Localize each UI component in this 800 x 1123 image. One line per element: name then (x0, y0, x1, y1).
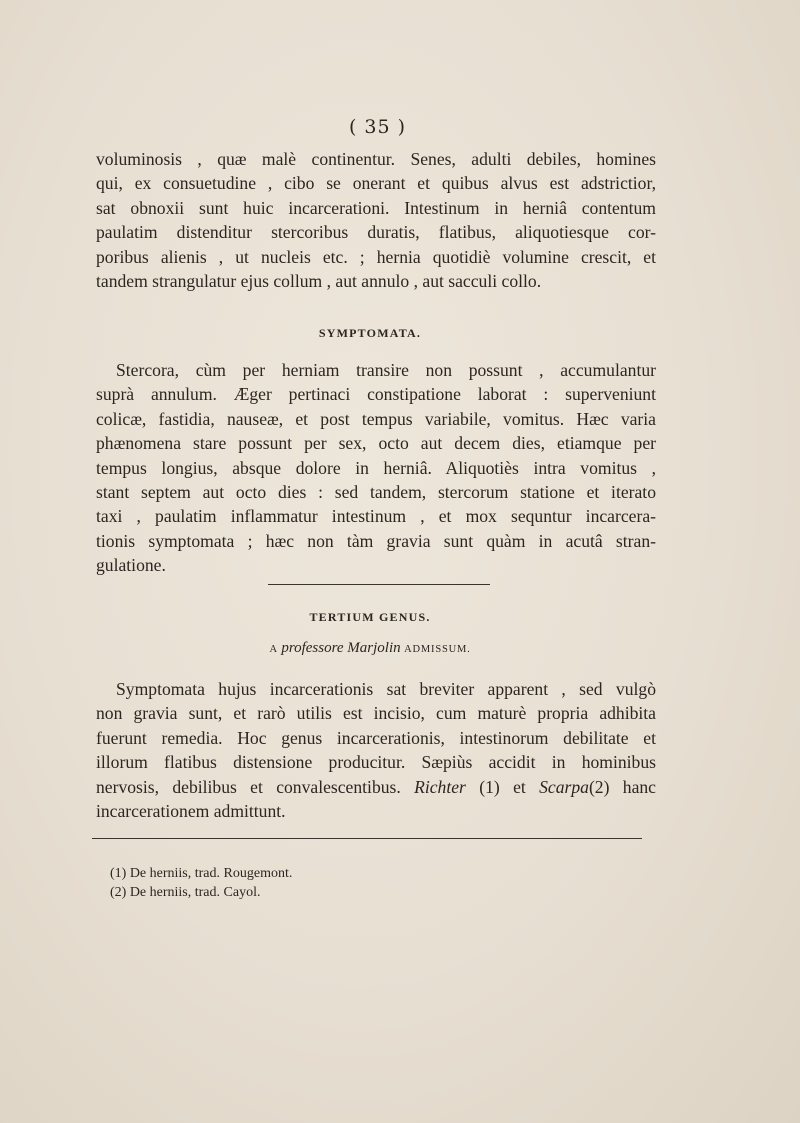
paragraph-line: paulatim distenditur stercoribus duratis, flatibus, aliquotiesque cor- (96, 222, 656, 243)
subheading-suffix: ADMISSUM. (404, 644, 471, 655)
paragraph-line: stant septem aut octo dies : sed tandem, stercorum statione et iterato (96, 482, 656, 503)
paragraph-line: phænomena stare possunt per sex, octo aut decem dies, etiamque per (96, 433, 656, 454)
paragraph-line: gulatione. (96, 555, 166, 576)
footnote-divider (92, 838, 642, 839)
section-heading-symptomata: SYMPTOMATA. (318, 326, 422, 340)
paragraph-1 (96, 147, 656, 293)
page-number: ( 35 ) (348, 116, 407, 138)
section-divider (268, 584, 490, 585)
paragraph-line: illorum flatibus distensione producitur. Sæpiùs accidit in hominibus (96, 752, 656, 773)
paragraph-line: qui, ex consuetudine , cibo se onerant et quibus alvus est adstrictior, (96, 173, 656, 194)
paragraph-line: non gravia sunt, et rarò utilis est incisio, cum maturè propria adhibita (96, 703, 656, 724)
footnote-1: (1) De herniis, trad. Rougemont. (110, 866, 293, 881)
subheading-name: professore Marjolin (281, 640, 401, 656)
paragraph-line: tionis symptomata ; hæc non tàm gravia sunt quàm in acutâ stran- (96, 530, 656, 551)
paragraph-line: taxi , paulatim inflammatur intestinum , et mox sequntur incarcera- (96, 506, 656, 527)
paragraph-line: incarcerationem admittunt. (96, 801, 286, 822)
subheading-prefix: A (269, 644, 278, 655)
paragraph-line: suprà annulum. Æger pertinaci constipatione laborat : superveniunt (96, 384, 656, 405)
paragraph-line: fuerunt remedia. Hoc genus incarcerationis, intestinorum debilitate et (96, 727, 656, 748)
footnotes (110, 864, 510, 902)
paragraph-line: sat obnoxii sunt huic incarcerationi. Intestinum in herniâ contentum (96, 197, 656, 218)
paragraph-line: Symptomata hujus incarcerationis sat breviter apparent , sed vulgò (116, 679, 656, 699)
paragraph-line: poribus alienis , ut nucleis etc. ; hernia quotidiè volumine crescit, et (96, 246, 656, 267)
paragraph-line: tempus longius, absque dolore in herniâ. Aliquotiès intra vomitus , (96, 457, 656, 478)
author-scarpa: Scarpa (539, 776, 589, 797)
paragraph-line: Stercora, cùm per herniam transire non possunt , accumulantur (116, 360, 656, 380)
paragraph-line: colicæ, fastidia, nauseæ, et post tempus variabile, vomitus. Hæc varia (96, 408, 656, 429)
paragraph-line: voluminosis , quæ malè continentur. Senes, adulti debiles, homines (96, 149, 656, 169)
footnote-2: (2) De herniis, trad. Cayol. (110, 885, 261, 900)
line-text: nervosis, debilibus et convalescentibus. (96, 776, 401, 797)
section-subheading (0, 640, 740, 657)
paragraph-line: tandem strangulatur ejus collum , aut annulo , aut sacculi collo. (96, 271, 542, 292)
section-heading-tertium-genus: TERTIUM GENUS. (309, 610, 431, 624)
paragraph-line-with-references (96, 775, 656, 799)
reference-2: (2) hanc (588, 776, 656, 797)
paragraph-2 (96, 358, 656, 578)
paragraph-3 (96, 677, 656, 823)
author-richter: Richter (414, 776, 466, 797)
reference-1: (1) et (479, 776, 526, 797)
